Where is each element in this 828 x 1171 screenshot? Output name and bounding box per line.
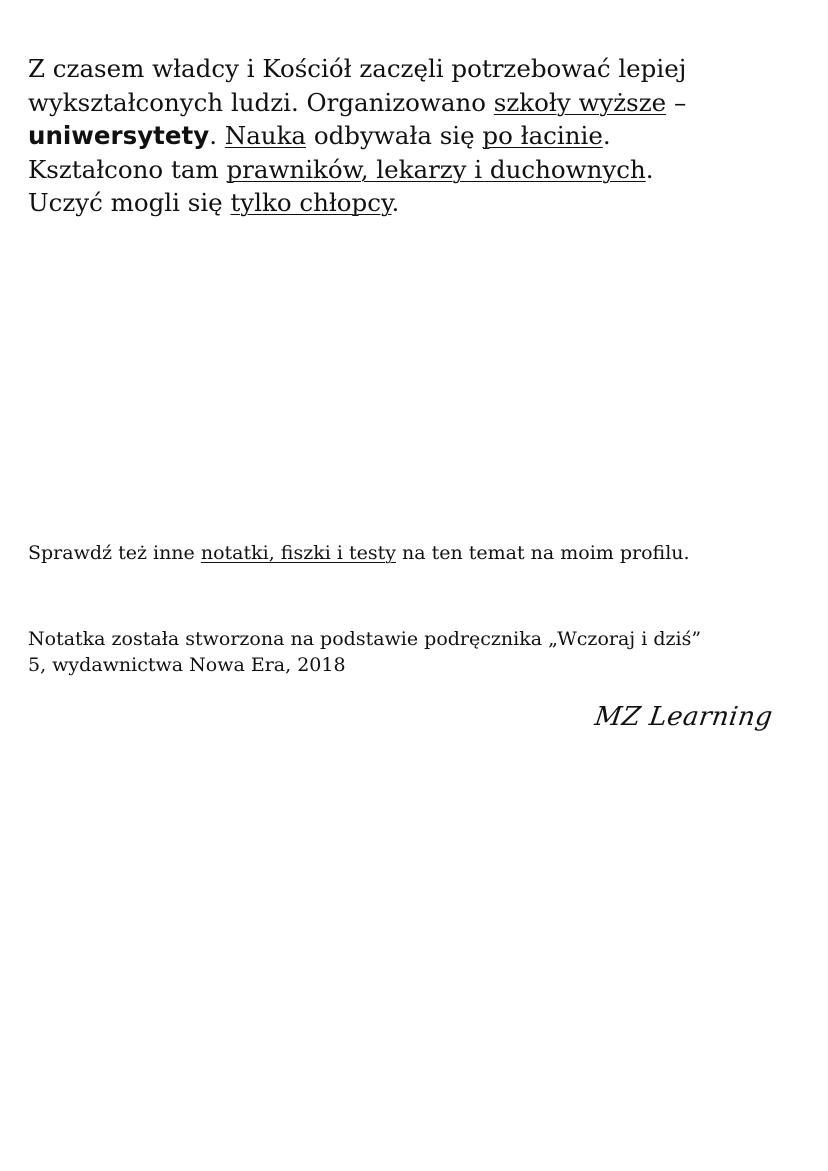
text-segment: na ten temat na moim profilu. [395,542,690,564]
main-paragraph [28,52,808,220]
text-segment: . [645,154,654,184]
text-segment: Uczyć mogli się [28,188,231,217]
check-profile-note [28,540,690,566]
text-segment: odbywała się [306,121,483,150]
source-line-2: 5, wydawnictwa Nowa Era, 2018 [28,654,346,676]
text-segment: . [209,121,225,150]
underlined-term-professions: prawników, lekarzy i duchownych [226,154,646,184]
main-line-3 [28,119,808,153]
text-segment: Z czasem władcy i Kościół zaczęli potrzebować lepiej [28,54,687,83]
text-segment: . [602,121,611,150]
signature: MZ Learning [592,702,775,732]
underlined-term-higher-schools: szkoły wyższe [493,87,667,117]
text-segment: . [391,188,400,217]
bold-term-universities: uniwersytety [28,121,210,150]
main-line-2 [28,86,808,120]
source-note [28,626,701,678]
underlined-term-latin: po łacinie [482,121,603,150]
underlined-term-only-boys: tylko chłopcy [230,188,392,217]
underlined-notes-link-text: notatki, fiszki i testy [200,542,396,564]
main-line-4 [28,153,808,187]
main-line-1 [28,52,808,86]
text-segment: – [666,87,687,117]
main-line-5 [28,186,808,220]
text-segment: Kształcono tam [28,154,227,184]
source-line-1: Notatka została stworzona na podstawie podręcznika „Wczoraj i dziś” [28,628,702,650]
text-segment: wykształconych ludzi. Organizowano [28,87,494,117]
text-segment: Sprawdź też inne [28,542,201,564]
underlined-term-science: Nauka [224,121,307,150]
